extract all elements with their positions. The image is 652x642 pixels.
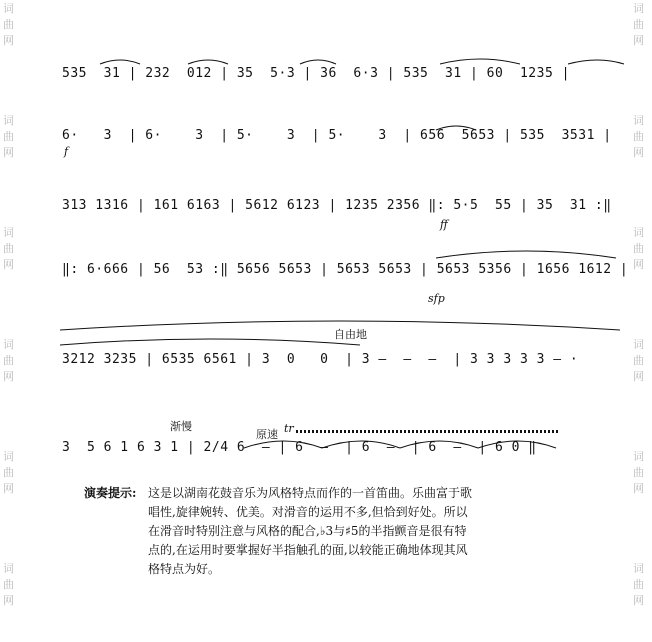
score-line-2: 6· 3 | 6· 3 | 5· 3 | 5· 3 | 656 5653 | 535 3531 | <box>62 128 612 143</box>
watermark-char: 曲 <box>3 354 14 367</box>
watermark-char: 网 <box>3 146 14 159</box>
watermark-char: 网 <box>3 258 14 271</box>
watermark-char: 曲 <box>633 130 644 143</box>
performance-notes <box>84 484 474 579</box>
watermark-char: 曲 <box>3 242 14 255</box>
watermark-char: 曲 <box>3 466 14 479</box>
watermark-char: 网 <box>633 34 644 47</box>
watermark-char: 词 <box>633 226 644 239</box>
score-line-3: 313 1316 | 161 6163 | 5612 6123 | 1235 2356 ‖: 5·5 55 | 35 31 :‖ <box>62 198 612 213</box>
watermark-char: 词 <box>633 114 644 127</box>
watermark-char: 网 <box>3 594 14 607</box>
trill-mark: tr <box>284 422 294 435</box>
watermark-char: 网 <box>633 370 644 383</box>
watermark-char: 词 <box>3 2 14 15</box>
watermark-char: 网 <box>633 258 644 271</box>
dynamic-f: f <box>64 145 69 158</box>
watermark-char: 词 <box>3 114 14 127</box>
watermark-char: 曲 <box>633 354 644 367</box>
watermark-char: 词 <box>633 2 644 15</box>
dynamic-sfp: sfp <box>428 292 445 305</box>
notes-label: 演奏提示: <box>84 486 137 500</box>
watermark-char: 词 <box>633 450 644 463</box>
watermark-char: 曲 <box>3 18 14 31</box>
watermark-char: 网 <box>3 482 14 495</box>
watermark-char: 曲 <box>3 578 14 591</box>
watermark-char: 网 <box>3 34 14 47</box>
watermark-char: 网 <box>633 146 644 159</box>
watermark-char: 网 <box>633 594 644 607</box>
watermark-char: 词 <box>633 562 644 575</box>
watermark-char: 词 <box>3 562 14 575</box>
watermark-char: 词 <box>3 450 14 463</box>
dynamic-ff: ff <box>440 218 448 231</box>
watermark-char: 词 <box>633 338 644 351</box>
watermark-char: 曲 <box>633 18 644 31</box>
score-line-6: 3 5 6 1 6 3 1 | 2/4 6 – | 6 – | 6 – | 6 – | 6 0 ‖ <box>62 440 537 455</box>
notes-text: 这是以湖南花鼓音乐为风格特点而作的一首笛曲。乐曲富于歌唱性,旋律婉转、优美。对滑音的运用不多,但恰到好处。所以在滑音时特别注意与风格的配合,♭3与♯5的半指颤音是很有特点的,在运用时要掌握好半指触孔的面,以较能正确地体现其风格特点为好。 <box>148 486 473 576</box>
watermark-char: 网 <box>3 370 14 383</box>
score-line-4: ‖: 6·666 | 56 53 :‖ 5656 5653 | 5653 5653 | 5653 5356 | 1656 1612 | <box>62 262 629 277</box>
watermark-char: 词 <box>3 226 14 239</box>
watermark-char: 曲 <box>633 466 644 479</box>
watermark-char: 词 <box>3 338 14 351</box>
watermark-char: 曲 <box>3 130 14 143</box>
watermark-char: 曲 <box>633 242 644 255</box>
tempo-free: 自由地 <box>334 328 367 341</box>
score-line-1: 535 31 | 232 012 | 35 5·3 | 36 6·3 | 535 31 | 60 1235 | <box>62 66 570 81</box>
tempo-slowing: 渐慢 <box>170 420 192 433</box>
tempo-original: 原速 <box>256 428 278 441</box>
watermark-char: 曲 <box>633 578 644 591</box>
trill-line <box>296 430 558 433</box>
watermark-char: 网 <box>633 482 644 495</box>
score-line-5: 3212 3235 | 6535 6561 | 3 0 0 | 3 – – – | 3 3 3 3 3 – · <box>62 352 579 367</box>
